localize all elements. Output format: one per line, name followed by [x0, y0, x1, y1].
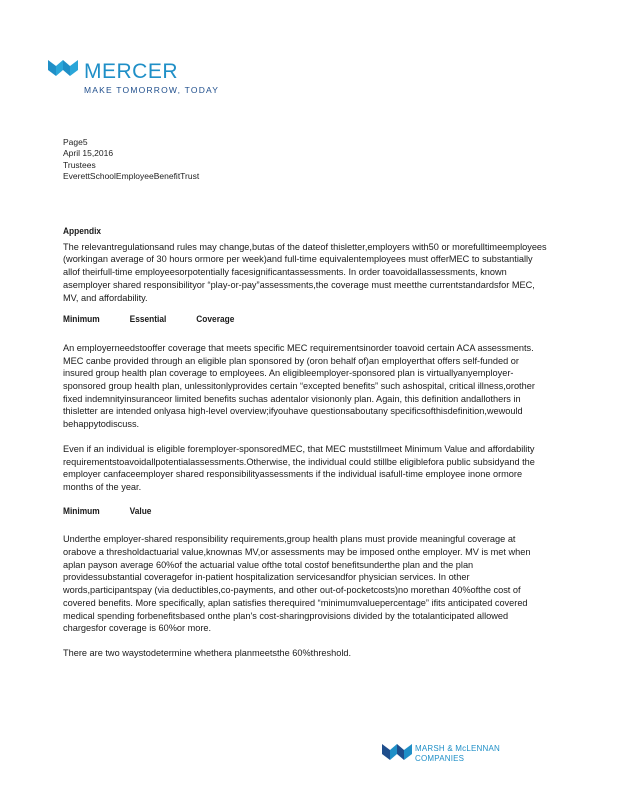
letter-date: April 15,2016: [63, 148, 114, 159]
letter-body: [63, 226, 549, 660]
mv-heading: [63, 506, 491, 519]
mec-heading-word-2: Essential: [129, 314, 167, 326]
appendix-paragraph: The relevantregulationsand rules may change,butas of the dateof thisletter,employers with50 or morefulltimeemployees (workingan average of 30 hours ormore per week)and full-time equivalentemployees must offerMEC to substantially allof theirfull-time employeesorpotentially facesignificantassessments. In order toavoidallassessments, known asemployer shared responsibilityor “play-or-pay”assessments,the coverage must meetthe currentstandardsfor MEC, MV, and affordability.: [63, 241, 547, 303]
mv-paragraph-1: Underthe employer-shared responsibility requirements,group health plans must provide meaningful coverage at orabove a thresholdactuarial value,knownas MV,or assessments may be imposed onthe employer. MV is met when aplan payson average 60%of the actuarial value ofthe total costof benefitsunderthe plan and the plan providessubstantial coveragefor in-patient hospitalization servicesandfor physician services. In other words,participantspay (via deductibles,co-payments, and other out-of-pocketcosts)no morethan 40%ofthe cost of covered benefits. More specifically, aplan satisfies therequired “minimumvaluepercentage” ifits anticipated covered medical spending forbenefitsbased onthe plan's cost-sharingprovisions divided by the totalanticipated allowed chargesfor coverage is 60%or more.: [63, 534, 531, 634]
recipient: Trustees: [63, 159, 96, 170]
mv-paragraph-2: There are two waystodetermine whethera planmeetsthe 60%threshold.: [63, 647, 352, 658]
mmc-logo-icon: [382, 742, 412, 767]
mmc-line-2: COMPANIES: [415, 753, 465, 763]
appendix-heading: Appendix: [63, 226, 102, 237]
mec-paragraph-1: An employerneedstooffer coverage that meets specific MEC requirementsinorder toavoid certain ACA assessments. MEC canbe provided through an eligible plan sponsored by (oron behalf of)an employerthat offers self-funded or insured group health plan coverage to employees. An eligibleemployer-sponsored plan is virtuallyanyemployer-sponsored group health plan, unlessitonlyprovides certain “excepted benefits” such ashospital, critical illness,orother fixed indemnityinsuranceor limited benefits suchas adentalor visiononly plan. Again, this definition andallothers in thisletter are intended onlyasa high-level overview;ifyouhave questionsaboutany specificsofthisdefinition,wewould behappytodiscuss.: [63, 342, 535, 430]
page-number: Page5: [63, 137, 88, 147]
brand-name: MERCER: [84, 60, 179, 83]
mercer-logo: [48, 58, 78, 78]
mec-heading: [63, 314, 491, 327]
mmc-line-1: MARSH & McLENNAN: [415, 744, 500, 753]
mmc-wordmark: [415, 744, 500, 763]
organization: EverettSchoolEmployeeBenefitTrust: [63, 170, 200, 181]
letter-meta: [63, 137, 199, 182]
mv-heading-word-2: Value: [129, 505, 152, 517]
mv-heading-word-1: Minimum: [63, 505, 100, 517]
mec-heading-word-3: Coverage: [196, 314, 235, 326]
mec-paragraph-2: Even if an individual is eligible foremployer-sponsoredMEC, that MEC muststillmeet Minimum Value and affordability requirementstoavoidallpotentialassessments.Otherwise, the individual could stillbe eligiblefora public subsidyand the employer canfaceemployer shared responsibilityassessments if the individual isafull-time employee inone ormore months of the year.: [63, 443, 535, 492]
brand-tagline: MAKE TOMORROW, TODAY: [84, 85, 220, 95]
mec-heading-word-1: Minimum: [63, 314, 100, 326]
